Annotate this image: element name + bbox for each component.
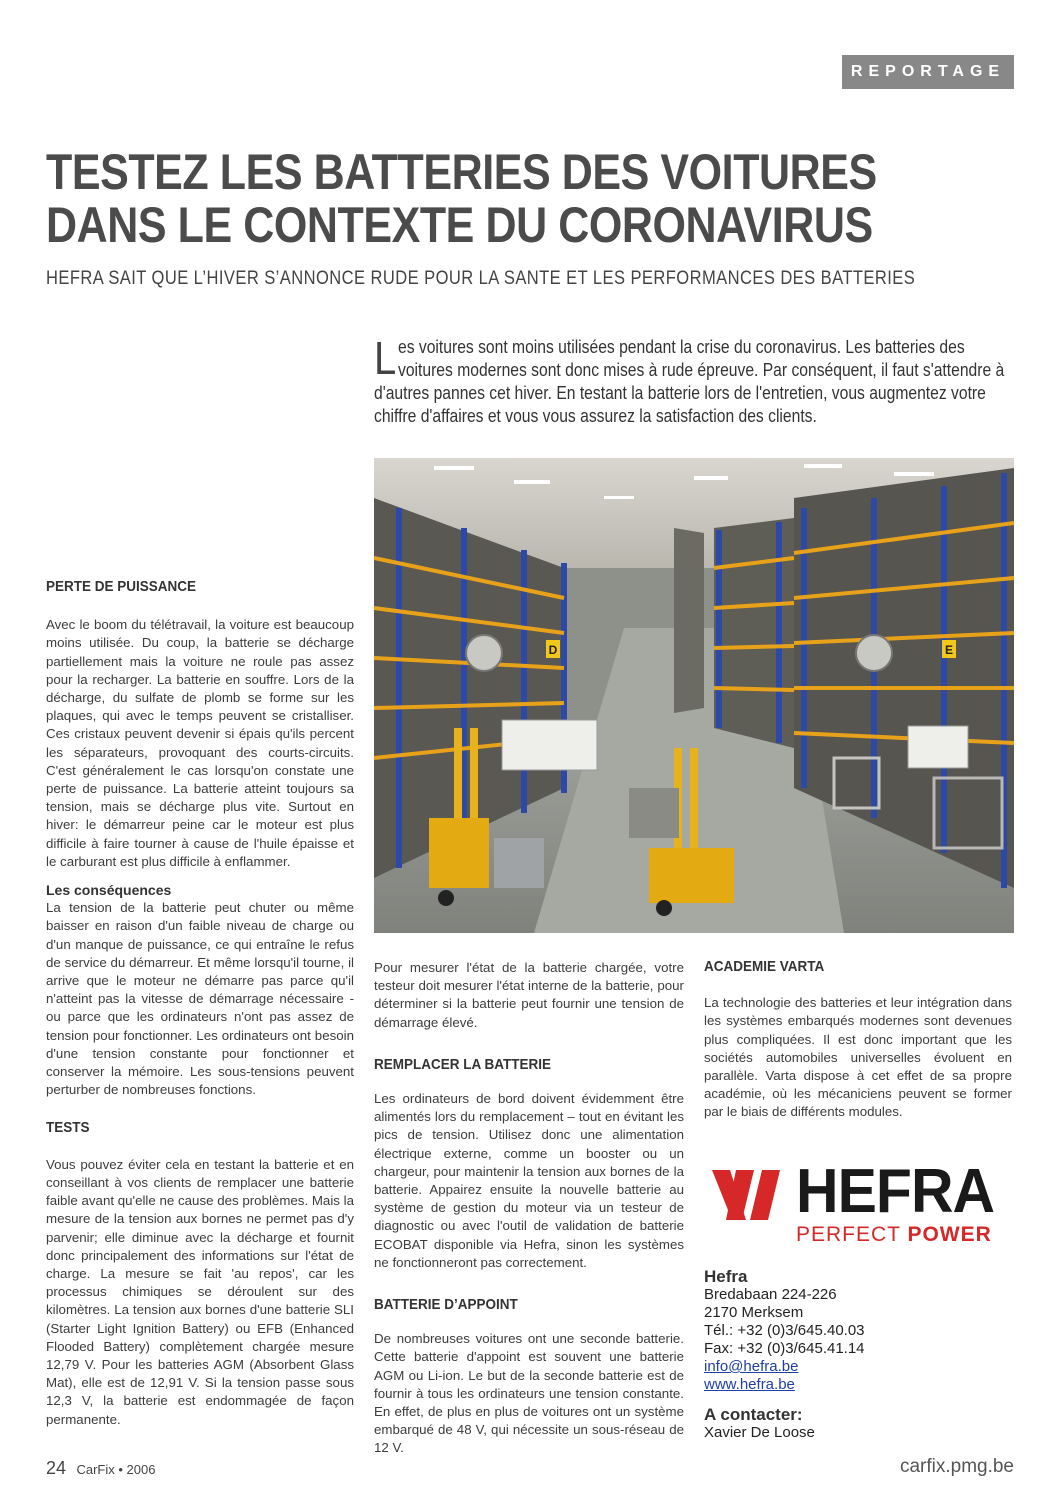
paragraph-remplacer-batterie: Les ordinateurs de bord doivent évidemment être alimentés lors du remplacement – tout en évitant les pics de tension. Utilisez donc une alimentation électrique externe, comme un booster ou un chargeur, pour maintenir la tension aux bornes de la batterie. Appairez ensuite la nouvelle batterie au système de gestion du moteur via un testeur de diagnostic ou avec l'outil de validation de batterie ECOBAT disponible via Hefra, sinon les systèmes ne fonctionneront pas correctement. <box>374 1091 684 1270</box>
footer-left <box>46 1458 155 1479</box>
paragraph-tests: Vous pouvez éviter cela en testant la batterie et en conseillant à vos clients de remplacer une batterie faible avant qu'elle ne cause des problèmes. Mais la mesure de la tension aux bornes ne permet pas d'y parvenir; elle diminue avec la décharge et fournit donc principalement des informations sur l'état de charge. La mesure se fait 'au repos', car les processus chimiques se déroulent sur des kilomètres. La tension aux bornes d'une batterie SLI (Starter Light Ignition Battery) ou EFB (Enhanced Flooded Battery) complètement chargée mesure 12,79 V. Pour les batteries AGM (Absorbent Glass Mat), elle est de 12,91 V. Si la tension passe sous 12,3 V, la batterie est endommagée de façon permanente. <box>46 1156 354 1427</box>
contact-label: A contacter: <box>704 1405 803 1424</box>
paragraph-perte-de-puissance: Avec le boom du télétravail, la voiture est beaucoup moins utilisée. Du coup, la batterie se décharge partiellement mais la voiture ne roule pas assez pour la recharger. La batterie en souffre. Lors de la décharge, du sulfate de plomb se forme sur les plaques, qui avec le temps peuvent se cristalliser. Ces cristaux peuvent devenir si épais qu'ils percent les séparateurs, provoquant des courts-circuits. C'est généralement le cas lorsqu'on constate une perte de puissance. La batterie atteint toujours sa tension, mais se décharge plus vite. Surtout en hiver: le démarreur peine car le moteur est plus difficile à faire tourner à cause de l'huile épaisse et le carburant est plus difficile à enflammer. <box>46 617 354 869</box>
heading-perte-de-puissance: PERTE DE PUISSANCE <box>46 578 197 595</box>
address-line-2: 2170 Merksem <box>704 1304 804 1321</box>
footer-site: carfix.pmg.be <box>899 1456 1014 1477</box>
section-tag: REPORTAGE <box>842 55 1014 89</box>
magazine-issue: CarFix • 2006 <box>76 1462 156 1477</box>
heading-academie-varta: ACADEMIE VARTA <box>704 958 825 975</box>
title-line-2: DANS LE CONTEXTE DU CORONAVIRUS <box>46 197 873 253</box>
logo-tagline-bold: POWER <box>907 1223 992 1246</box>
paragraph-consequences: La tension de la batterie peut chuter ou même baisser en raison d'un faible niveau de charge ou d'un manque de puissance, ce qui entraîne le refus de service du démarreur. Et même lorsqu'il tourne, il arrive que le moteur ne démarre pas parce qu'il n'atteint pas la vitesse de démarrage nécessaire - ou parce que les ordinateurs n'ont pas assez de tension pour fonctionner. Les ordinateurs ont besoin d'une tension constante pour fonctionner et conserver la mémoire. Les sous-tensions peuvent perturber de nombreuses fonctions. <box>46 900 354 1098</box>
website-link[interactable]: www.hefra.be <box>704 1376 795 1393</box>
page-number: 24 <box>46 1458 67 1478</box>
subheading-consequences: Les conséquences <box>46 882 172 899</box>
article-title <box>46 146 889 252</box>
contact-block <box>704 1268 865 1442</box>
hefra-stripes-icon <box>712 1168 798 1222</box>
address-line-1: Bredabaan 224-226 <box>704 1286 837 1303</box>
aisle-sign-e: E <box>944 643 954 657</box>
column-1 <box>46 578 354 1429</box>
paragraph-batterie-appoint: De nombreuses voitures ont une seconde batterie. Cette batterie d'appoint est souvent une batterie AGM ou Li-ion. Le but de la seconde batterie est de fournir à tous les ordinateurs une tension constante. En effet, de plus en plus de voitures ont un système embarqué de 48 V, qui nécessite un sous-réseau de 12 V. <box>374 1331 684 1456</box>
logo-tagline-light: PERFECT <box>796 1223 908 1246</box>
lead-text: es voitures sont moins utilisées pendant la crise du coronavirus. Les batteries des voitures modernes sont donc mises à rude épreuve. Par conséquent, il faut s'attendre à d'autres pannes cet hiver. En testant la batterie lors de l'entretien, vous augmentez votre chiffre d'affaires et vous vous assurez la satisfaction des clients. <box>374 337 1005 426</box>
logo-wordmark: HEFRA <box>796 1157 995 1226</box>
contact-name: Xavier De Loose <box>704 1424 815 1441</box>
aisle-sign-d: D <box>548 643 558 657</box>
article-subtitle: HEFRA SAIT QUE L’HIVER S’ANNONCE RUDE POUR LA SANTE ET LES PERFORMANCES DES BATTERIES <box>46 268 916 289</box>
heading-remplacer-batterie: REMPLACER LA BATTERIE <box>374 1055 552 1073</box>
heading-tests: TESTS <box>46 1119 90 1137</box>
paragraph-mesure: Pour mesurer l'état de la batterie chargée, votre testeur doit mesurer l'état interne de la batterie, pour déterminer si la batterie peut fournir une tension de démarrage élevé. <box>374 960 684 1030</box>
column-3 <box>704 958 1012 1122</box>
heading-batterie-appoint: BATTERIE D’APPOINT <box>374 1296 518 1314</box>
phone: Tél.: +32 (0)3/645.40.03 <box>704 1322 865 1339</box>
title-line-1: TESTEZ LES BATTERIES DES VOITURES <box>46 144 877 200</box>
hefra-logo <box>712 1157 1012 1250</box>
paragraph-academie-varta: La technologie des batteries et leur intégration dans les systèmes embarqués modernes sont devenues plus compliquées. Il est donc important que les sociétés automobiles universelles évoluent en parallèle. Varta dispose à cet effet de sa propre académie, où les mécaniciens peuvent se former par le biais de différents modules. <box>704 995 1012 1120</box>
logo-tagline <box>796 1224 992 1246</box>
lead-paragraph <box>374 332 1009 428</box>
warehouse-photo <box>374 458 1014 933</box>
company-name: Hefra <box>704 1267 748 1286</box>
fax: Fax: +32 (0)3/645.41.14 <box>704 1340 865 1357</box>
drop-cap: L <box>374 332 397 384</box>
email-link[interactable]: info@hefra.be <box>704 1358 799 1375</box>
column-2 <box>374 959 684 1458</box>
